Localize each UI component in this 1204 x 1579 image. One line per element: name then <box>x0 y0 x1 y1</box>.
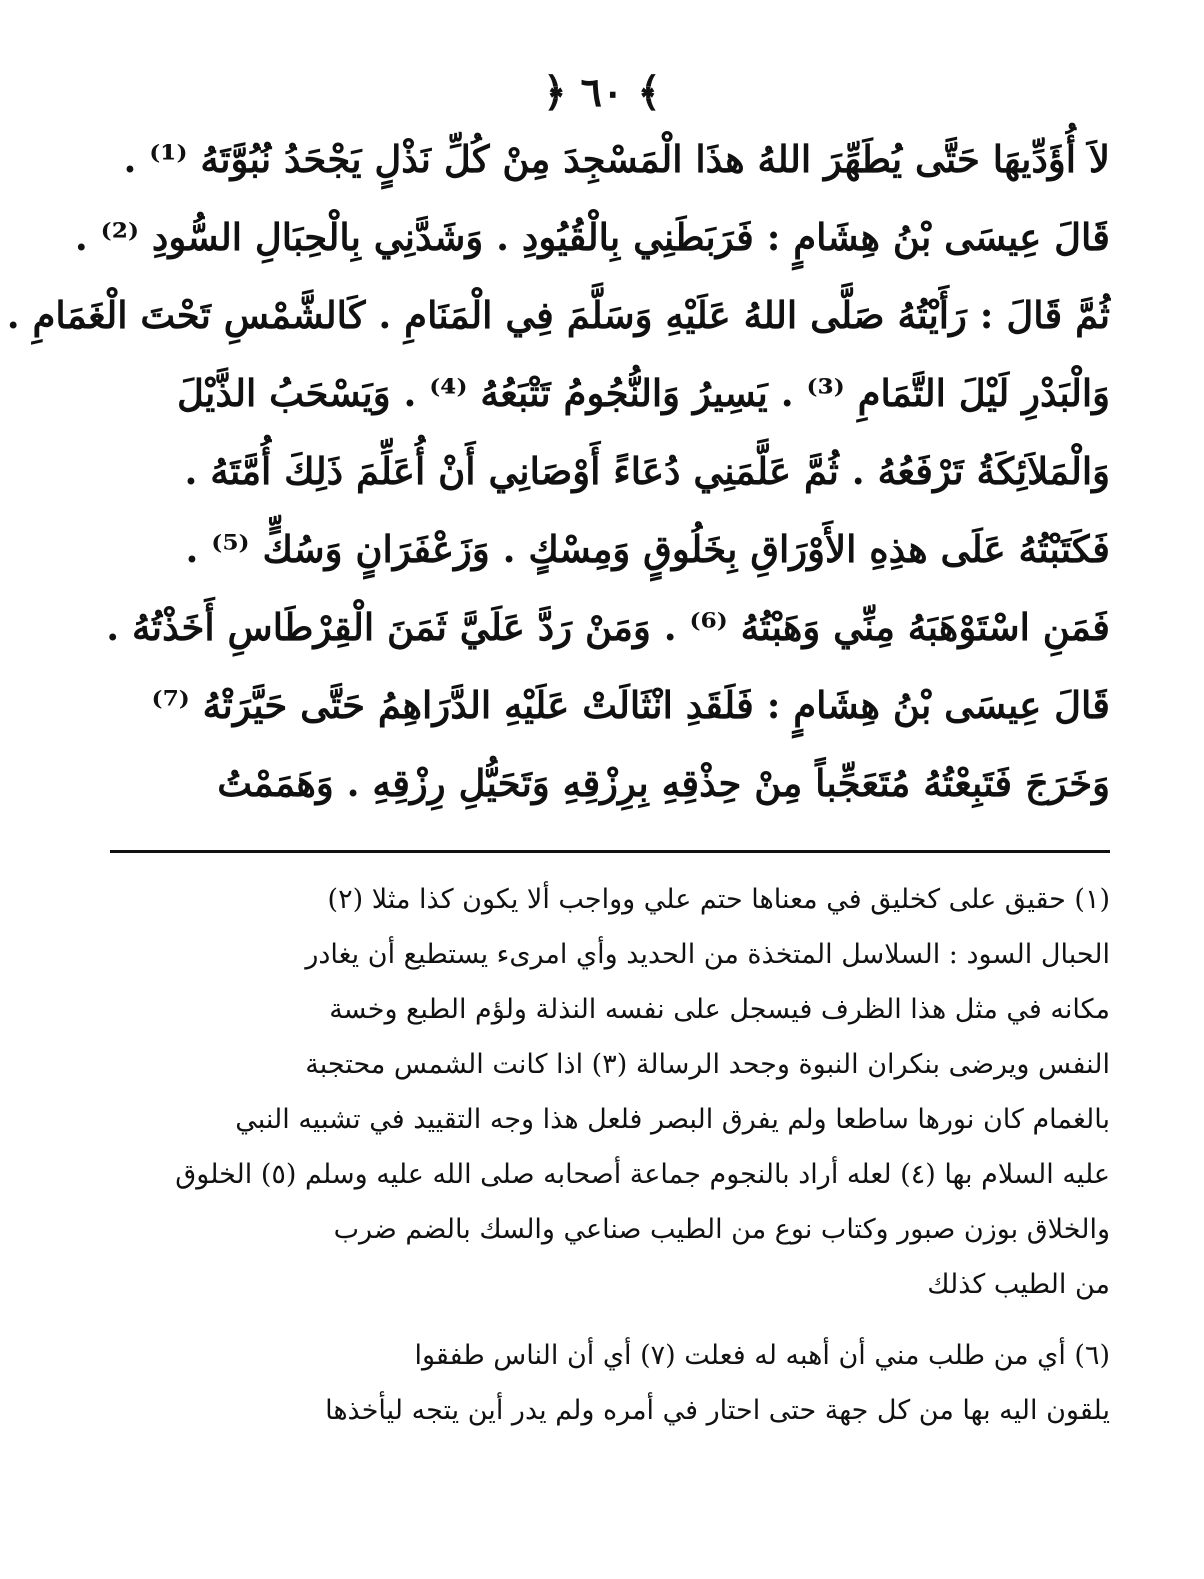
text-line: قَالَ عِيسَى بْنُ هِشَامٍ : فَرَبَطَنِي بِالْقُيُودِ . وَشَدَّنِي بِالْحِبَالِ السُّودِ ⁽²⁾ . <box>74 215 1110 259</box>
text-line: قَالَ عِيسَى بْنُ هِشَامٍ : فَلَقَدِ انْثَالَتْ عَلَيْهِ الدَّرَاهِمُ حَتَّى حَيَّرَتْهُ ⁽⁷⁾ <box>151 683 1110 727</box>
footnote-gap <box>110 1312 1110 1328</box>
text-line: وَالْبَدْرِ لَيْلَ التَّمَامِ ⁽³⁾ . يَسِيرُ وَالنُّجُومُ تَتْبَعُهُ ⁽⁴⁾ . وَيَسْحَبُ الذَّيْلَ <box>177 371 1110 415</box>
footnote-line: الحبال السود : السلاسل المتخذة من الحديد وأي امرىء يستطيع أن يغادر <box>305 939 1110 970</box>
text-line: لاَ أُؤَدِّيهَا حَتَّى يُطَهِّرَ اللهُ هذَا الْمَسْجِدَ مِنْ كُلِّ نَذْلٍ يَجْحَدُ نُبُوَّتَهُ ⁽¹⁾ . <box>123 137 1110 181</box>
footnote-line: من الطيب كذلك <box>927 1269 1110 1300</box>
text-line: وَالْمَلاَئِكَةُ تَرْفَعُهُ . ثُمَّ عَلَّمَنِي دُعَاءً أَوْصَانِي أَنْ أُعَلِّمَ ذَلِكَ أُمَّتَهُ . <box>184 449 1110 493</box>
footnote-line: والخلاق بوزن صبور وكتاب نوع من الطيب صناعي والسك بالضم ضرب <box>333 1214 1110 1245</box>
footnote-line: عليه السلام بها (٤) لعله أراد بالنجوم جماعة أصحابه صلى الله عليه وسلم (٥) الخلوق <box>175 1159 1110 1190</box>
text-line: فَمَنِ اسْتَوْهَبَهُ مِنِّي وَهَبْتُهُ ⁽⁶⁾ . وَمَنْ رَدَّ عَلَيَّ ثَمَنَ الْقِرْطَاسِ أَخَذْتُهُ . <box>106 605 1110 649</box>
footnotes <box>110 872 1110 1438</box>
footnote-line: النفس ويرضى بنكران النبوة وجحد الرسالة (٣) اذا كانت الشمس محتجبة <box>305 1049 1110 1080</box>
text-line: وَخَرَجَ فَتَبِعْتُهُ مُتَعَجِّباً مِنْ حِذْقِهِ بِرِزْقِهِ وَتَحَيُّلِ رِزْقِهِ . وَهَمَمْتُ <box>217 761 1110 805</box>
footnote-line: مكانه في مثل هذا الظرف فيسجل على نفسه النذلة ولؤم الطبع وخسة <box>329 994 1110 1025</box>
footnote-divider <box>110 850 1110 853</box>
text-line: فَكَتَبْتُهُ عَلَى هذِهِ الأَوْرَاقِ بِخَلُوقٍ وَمِسْكٍ . وَزَعْفَرَانٍ وَسُكٍّ ⁽⁵⁾ . <box>185 527 1110 571</box>
footnote-line: يلقون اليه بها من كل جهة حتى احتار في أمره ولم يدر أين يتجه ليأخذها <box>325 1395 1110 1426</box>
footnote-line: (١) حقيق على كخليق في معناها حتم علي وواجب ألا يكون كذا مثلا (٢) <box>327 884 1110 915</box>
text-line: ثُمَّ قَالَ : رَأَيْتُهُ صَلَّى اللهُ عَلَيْهِ وَسَلَّمَ فِي الْمَنَامِ . كَالشَّمْسِ تَحْتَ الْغَمَامِ . <box>6 293 1110 337</box>
main-text <box>6 120 1110 822</box>
footnote-line: بالغمام كان نورها ساطعا ولم يفرق البصر فلعل هذا وجه التقييد في تشبيه النبي <box>235 1104 1110 1135</box>
page-number: ﴿ ٦٠ ﴾ <box>543 69 661 116</box>
footnote-line: (٦) أي من طلب مني أن أهبه له فعلت (٧) أي أن الناس طفقوا <box>414 1340 1110 1371</box>
